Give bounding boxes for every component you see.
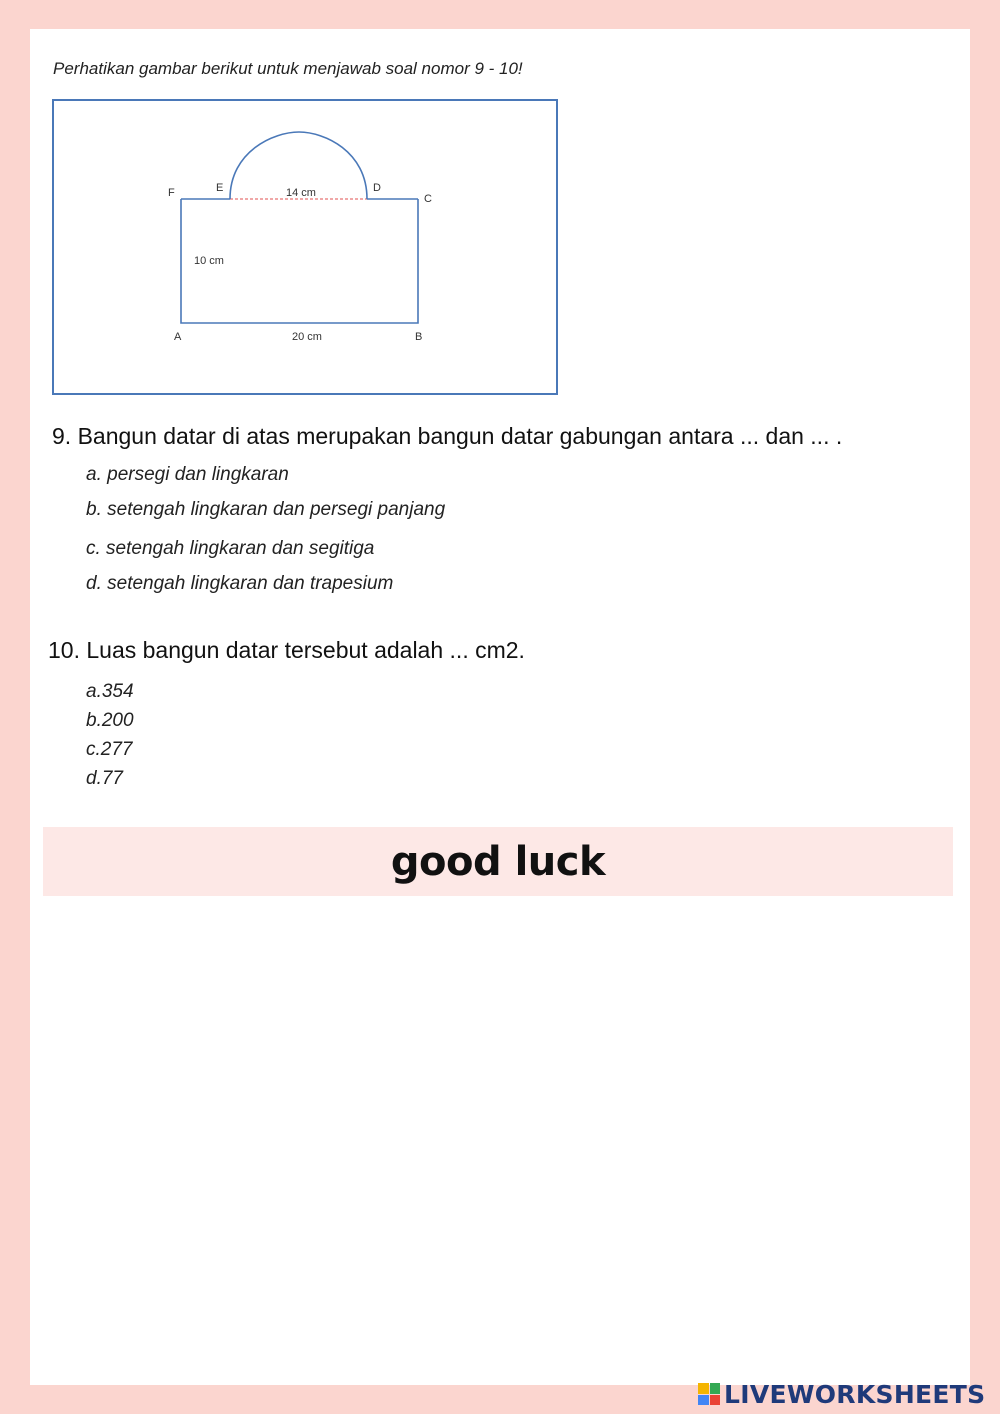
label-b: B	[415, 331, 423, 343]
question-10-option-c[interactable]: c.277	[86, 739, 133, 760]
label-f: F	[168, 187, 175, 199]
question-10-text: 10. Luas bangun datar tersebut adalah ... cm2.	[48, 637, 525, 663]
banner-text: good luck	[390, 838, 606, 885]
question-9-option-d[interactable]: d. setengah lingkaran dan trapesium	[86, 573, 394, 594]
question-10-option-d[interactable]: d.77	[86, 768, 123, 789]
label-side-length: 10 cm	[194, 255, 224, 267]
label-e: E	[216, 182, 224, 194]
question-10-option-a[interactable]: a.354	[86, 681, 134, 702]
question-9-option-c[interactable]: c. setengah lingkaran dan segitiga	[86, 538, 375, 559]
liveworksheets-watermark	[698, 1381, 985, 1407]
worksheet-page	[30, 29, 970, 1385]
label-top-length: 14 cm	[286, 187, 316, 199]
good-luck-banner	[43, 827, 953, 896]
label-d: D	[373, 182, 381, 194]
watermark-text: LIVEWORKSHEETS	[724, 1379, 986, 1409]
label-c: C	[424, 193, 432, 205]
instruction-text: Perhatikan gambar berikut untuk menjawab soal nomor 9 - 10!	[53, 59, 523, 78]
liveworksheets-logo-icon	[698, 1383, 720, 1405]
question-9-text: 9. Bangun datar di atas merupakan bangun datar gabungan antara ... dan ... .	[52, 423, 843, 449]
figure-drawing	[54, 101, 556, 393]
question-10-option-b[interactable]: b.200	[86, 710, 134, 731]
geometry-figure	[52, 99, 558, 395]
label-a: A	[174, 331, 182, 343]
label-bottom-length: 20 cm	[292, 331, 322, 343]
question-9-option-a[interactable]: a. persegi dan lingkaran	[86, 464, 289, 485]
question-9-option-b[interactable]: b. setengah lingkaran dan persegi panjang	[86, 499, 446, 520]
